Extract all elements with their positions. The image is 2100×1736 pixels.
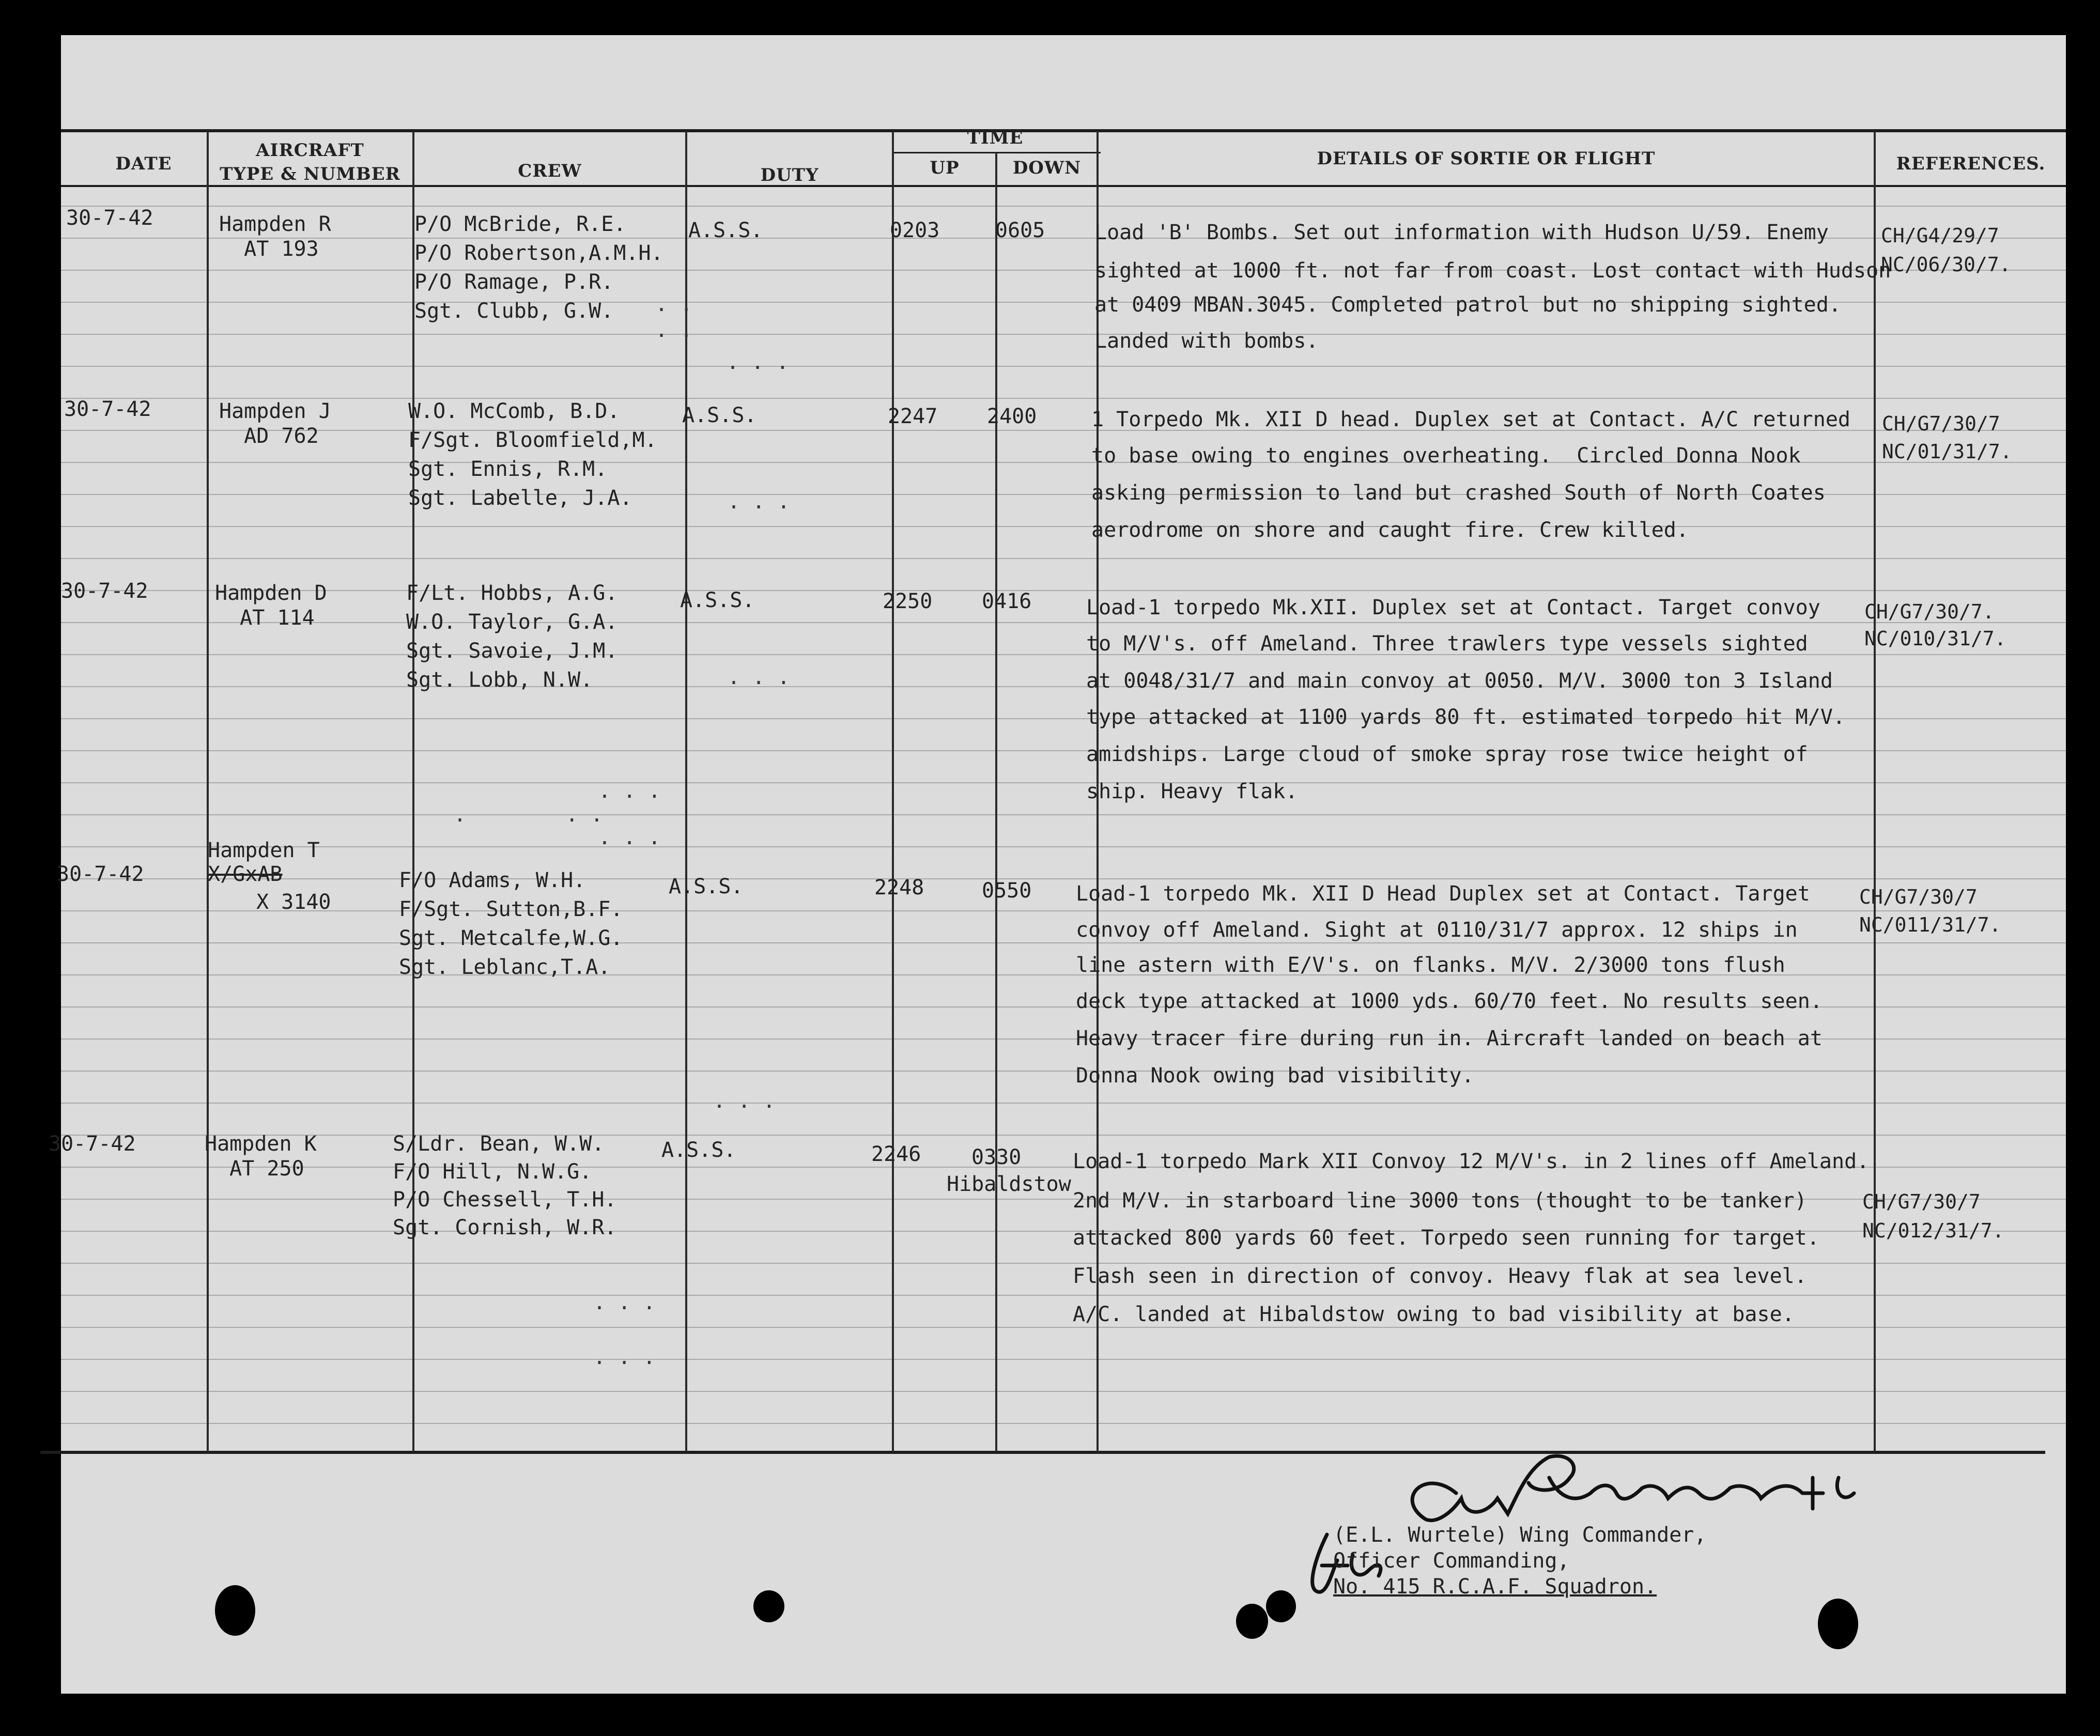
sortie-date: 30-7-42	[57, 862, 144, 886]
punch-hole	[753, 1590, 784, 1622]
crew-member: W.O. McComb, B.D.	[408, 399, 620, 423]
col-divider-up	[995, 153, 997, 1452]
time-down: 0550	[982, 879, 1032, 903]
sortie-aircraft: Hampden J AD 762	[219, 399, 331, 448]
time-down: 0416	[982, 590, 1032, 613]
sortie-detail-line: Load 'B' Bombs. Set out information with Hudson U/59. Enemy	[1094, 221, 1829, 244]
sortie-detail-line: Heavy tracer fire during run in. Aircraft landed on beach at	[1076, 1027, 1823, 1050]
time-down: 0330	[971, 1145, 1022, 1169]
sortie-detail-line: Load-1 torpedo Mk. XII D Head Duplex set at Contact. Target	[1076, 882, 1810, 906]
punch-hole	[1266, 1590, 1296, 1622]
dot-marks: . . .	[727, 350, 789, 374]
sortie-detail-line: Load-1 torpedo Mark XII Convoy 12 M/V's. in 2 lines off Ameland.	[1073, 1150, 1870, 1173]
sortie-duty: A.S.S.	[661, 1138, 736, 1162]
time-up: 2250	[883, 590, 933, 613]
ruled-line	[61, 526, 2066, 527]
sortie-detail-line: 1 Torpedo Mk. XII D head. Duplex set at Contact. A/C returned	[1091, 408, 1851, 431]
signature-name-title: (E.L. Wurtele) Wing Commander,	[1333, 1523, 1707, 1547]
punch-hole	[1236, 1604, 1268, 1639]
crew-member: P/O Ramage, P.R.	[414, 270, 614, 294]
col-divider-duty	[892, 131, 894, 1452]
sortie-duty: A.S.S.	[688, 219, 763, 242]
ruled-line	[61, 782, 2066, 783]
signature-squadron-line: No. 415 R.C.A.F. Squadron.	[1333, 1575, 1657, 1599]
crew-member: W.O. Taylor, G.A.	[406, 610, 618, 634]
sortie-detail-line: 2nd M/V. in starboard line 3000 tons (thought to be tanker)	[1073, 1189, 1807, 1213]
header-date: DATE	[115, 153, 172, 174]
reference-line: NC/010/31/7.	[1864, 627, 2006, 650]
reference-line: NC/01/31/7.	[1882, 440, 2012, 463]
ruled-line	[61, 942, 2066, 943]
crew-member: F/Sgt. Sutton,B.F.	[399, 897, 623, 921]
time-up: 2248	[874, 876, 924, 900]
aircraft-number-struck: X/GxAB	[208, 862, 283, 886]
crew-member: Sgt. Metcalfe,W.G.	[399, 926, 623, 950]
sortie-detail-line: ship. Heavy flak.	[1086, 780, 1298, 803]
sortie-detail-line: Landed with bombs.	[1094, 329, 1319, 353]
sortie-date: 30-7-42	[49, 1132, 136, 1156]
header-up: UP	[930, 158, 960, 178]
crew-member: F/Lt. Hobbs, A.G.	[406, 581, 618, 605]
crew-member: Sgt. Savoie, J.M.	[406, 639, 618, 663]
dot-marks: . .	[655, 318, 693, 342]
ruled-line	[61, 398, 2066, 399]
sortie-detail-line: amidships. Large cloud of smoke spray rose twice height of	[1086, 742, 1808, 766]
sortie-duty: A.S.S.	[680, 588, 755, 612]
crew-member: Sgt. Cornish, W.R.	[393, 1216, 617, 1239]
crew-member: P/O McBride, R.E.	[414, 212, 626, 236]
sortie-duty: A.S.S.	[669, 875, 744, 898]
dot-marks: . . .	[598, 779, 661, 803]
dot-marks: . . .	[593, 1291, 656, 1314]
aircraft-type: Hampden T	[208, 839, 320, 862]
ruled-line	[61, 878, 2066, 879]
crew-member: Sgt. Ennis, R.M.	[408, 457, 608, 481]
ruled-line	[61, 1359, 2066, 1360]
crew-member: P/O Robertson,A.M.H.	[414, 241, 663, 265]
time-up: 2246	[871, 1142, 921, 1166]
ruled-line	[61, 814, 2066, 815]
col-divider-aircraft	[412, 131, 414, 1452]
dot-marks: . . .	[598, 826, 661, 849]
ruled-line	[61, 1135, 2066, 1136]
time-subheader-rule	[894, 152, 1101, 153]
crew-member: Sgt. Clubb, G.W.	[414, 299, 614, 323]
reference-line: NC/011/31/7.	[1859, 913, 2001, 936]
sortie-detail-line: Flash seen in direction of convoy. Heavy flak at sea level.	[1073, 1264, 1807, 1288]
time-down-note: Hibaldstow	[947, 1172, 1071, 1196]
aircraft-number: X 3140	[256, 890, 331, 914]
sortie-detail-line: A/C. landed at Hibaldstow owing to bad visibility at base.	[1073, 1303, 1795, 1326]
ruled-line	[61, 558, 2066, 559]
sortie-aircraft: Hampden R AT 193	[219, 212, 331, 261]
ruled-line	[61, 590, 2066, 591]
sortie-date: 30-7-42	[61, 579, 148, 603]
sortie-date: 30-7-42	[64, 397, 151, 421]
reference-line: CH/G7/30/7	[1882, 412, 2000, 435]
punch-hole	[215, 1585, 255, 1636]
time-up: 0203	[890, 219, 940, 242]
crew-member: F/O Adams, W.H.	[399, 869, 586, 892]
sortie-detail-line: to M/V's. off Ameland. Three trawlers type vessels sighted	[1086, 632, 1808, 656]
ruled-line	[61, 622, 2066, 623]
sortie-detail-line: asking permission to land but crashed South of North Coates	[1091, 481, 1826, 505]
sortie-detail-line: Load-1 torpedo Mk.XII. Duplex set at Contact. Target convoy	[1086, 596, 1820, 619]
ruled-line	[61, 366, 2066, 367]
sortie-detail-line: convoy off Ameland. Sight at 0110/31/7 approx. 12 ships in	[1076, 918, 1798, 942]
crew-member: S/Ldr. Bean, W.W.	[393, 1132, 605, 1156]
sortie-aircraft: Hampden K AT 250	[205, 1132, 317, 1181]
record-sheet	[49, 35, 2066, 1694]
crew-member: P/O Chessell, T.H.	[393, 1188, 617, 1212]
header-references: REFERENCES.	[1896, 153, 2046, 174]
ruled-line	[61, 206, 2066, 207]
ruled-line	[61, 1103, 2066, 1104]
reference-line: CH/G7/30/7	[1859, 886, 1978, 908]
ruled-line	[61, 1295, 2066, 1296]
reference-line: NC/012/31/7.	[1862, 1219, 2004, 1242]
sortie-detail-line: to base owing to engines overheating. Circled Donna Nook	[1091, 444, 1801, 468]
dot-marks: . . .	[728, 490, 790, 514]
time-down: 0605	[995, 219, 1045, 242]
ruled-line	[61, 1327, 2066, 1328]
sortie-detail-line: sighted at 1000 ft. not far from coast. Lost contact with Hudson	[1094, 259, 1891, 283]
reference-line: NC/06/30/7.	[1881, 253, 2011, 276]
time-up: 2247	[888, 405, 938, 428]
ruled-line	[61, 1423, 2066, 1424]
sortie-detail-line: Donna Nook owing bad visibility.	[1076, 1064, 1474, 1088]
sortie-detail-line: deck type attacked at 1000 yds. 60/70 feet. No results seen.	[1076, 989, 1823, 1013]
sortie-duty: A.S.S.	[682, 404, 757, 427]
sortie-detail-line: line astern with E/V's. on flanks. M/V. 2/3000 tons flush	[1076, 953, 1785, 977]
dot-marks: . . .	[593, 1345, 656, 1369]
col-divider-details	[1874, 131, 1876, 1452]
signature-officer-line: Officer Commanding,	[1333, 1549, 1570, 1573]
sortie-date: 30-7-42	[66, 206, 153, 230]
crew-member: Sgt. Lobb, N.W.	[406, 668, 593, 692]
sortie-detail-line: type attacked at 1100 yards 80 ft. estimated torpedo hit M/V.	[1086, 705, 1846, 729]
ruled-line	[61, 1391, 2066, 1392]
crew-member: Sgt. Leblanc,T.A.	[399, 955, 611, 979]
header-time: TIME	[967, 128, 1024, 148]
header-aircraft: AIRCRAFT TYPE & NUMBER	[220, 140, 400, 184]
dot-marks: . . .	[713, 1089, 776, 1113]
sortie-detail-line: aerodrome on shore and caught fire. Crew killed.	[1091, 518, 1689, 542]
header-crew: CREW	[518, 161, 582, 181]
reference-line: CH/G7/30/7.	[1864, 600, 1995, 623]
dot-marks: . .	[655, 292, 693, 316]
time-down: 2400	[987, 405, 1037, 428]
header-duty: DUTY	[760, 165, 819, 185]
ruled-line	[61, 334, 2066, 335]
sortie-detail-line: at 0048/31/7 and main convoy at 0050. M/V. 3000 ton 3 Island	[1086, 669, 1833, 693]
header-details: DETAILS OF SORTIE OR FLIGHT	[1317, 148, 1656, 169]
punch-hole	[1818, 1599, 1858, 1649]
sortie-detail-line: attacked 800 yards 60 feet. Torpedo seen running for target.	[1073, 1226, 1819, 1250]
dot-marks: . . .	[728, 665, 790, 689]
reference-line: CH/G4/29/7	[1881, 224, 1999, 247]
ruled-line	[61, 1071, 2066, 1072]
ruled-line	[61, 910, 2066, 911]
crew-member: F/O Hill, N.W.G.	[393, 1160, 592, 1184]
sortie-aircraft: Hampden D AT 114	[215, 581, 327, 630]
col-divider-date	[207, 131, 209, 1452]
crew-member: Sgt. Labelle, J.A.	[408, 486, 632, 510]
ruled-line	[61, 846, 2066, 847]
header-down: DOWN	[1012, 158, 1082, 178]
sortie-detail-line: at 0409 MBAN.3045. Completed patrol but no shipping sighted.	[1094, 293, 1841, 317]
reference-line: CH/G7/30/7	[1862, 1190, 1981, 1213]
dot-marks: . . .	[454, 803, 603, 827]
crew-member: F/Sgt. Bloomfield,M.	[408, 428, 657, 452]
